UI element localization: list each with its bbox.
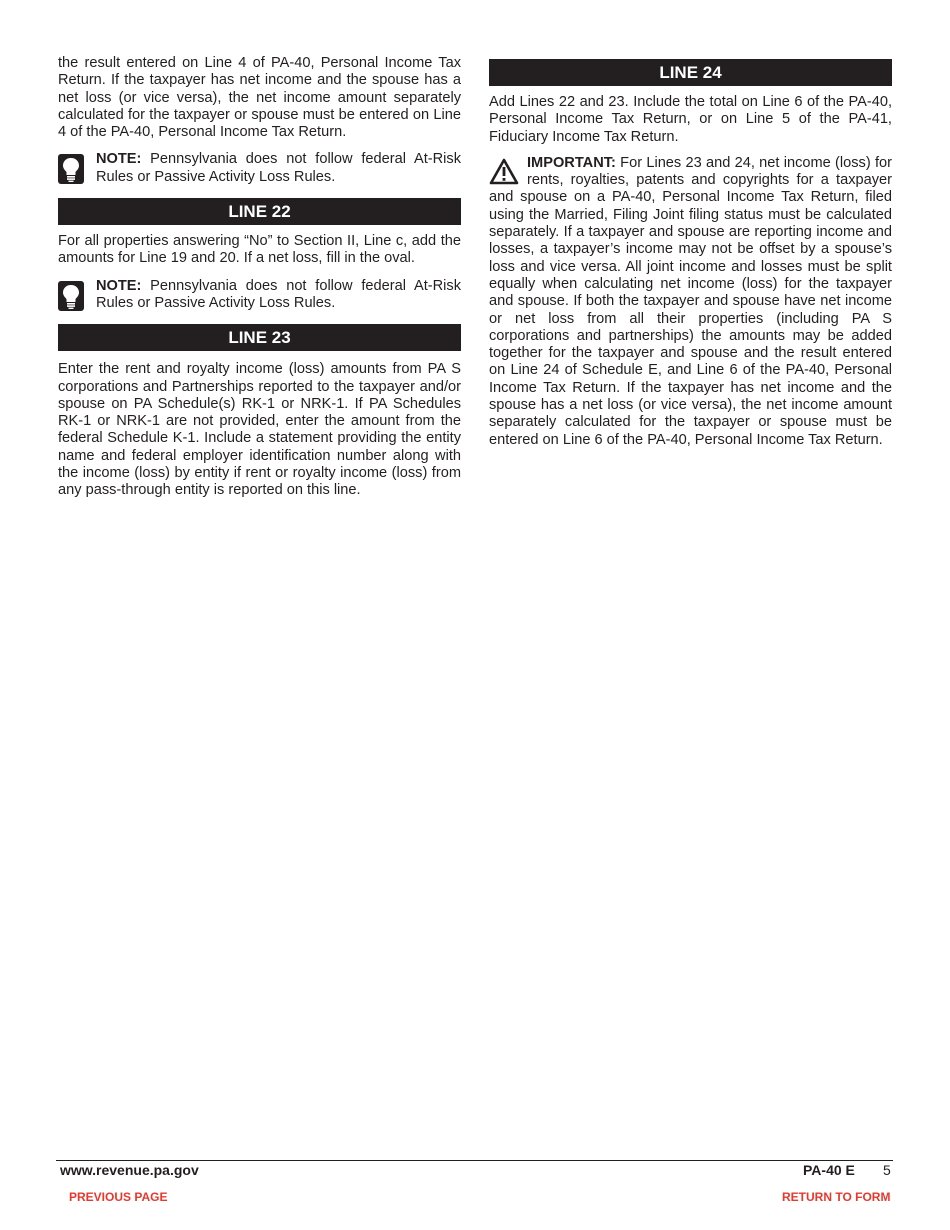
line-24-text: Add Lines 22 and 23. Include the total on Line 6 of the PA-40, Personal Income Tax Return, or on Line 5 of the PA-41, Fiduciary Income Tax Return. <box>489 94 892 145</box>
footer-page-number: 5 <box>883 1162 891 1178</box>
note-callout-2 <box>58 278 461 313</box>
line-23-heading: LINE 23 <box>58 324 461 351</box>
footer-divider <box>56 1160 893 1161</box>
left-column <box>58 0 461 500</box>
note-label-2: NOTE: <box>96 277 142 294</box>
lightbulb-icon <box>58 281 84 316</box>
note-callout-1 <box>58 151 461 186</box>
line-24-heading: LINE 24 <box>489 59 892 86</box>
note-label-1: NOTE: <box>96 151 142 168</box>
line-22-heading: LINE 22 <box>58 198 461 225</box>
line-22-text: For all properties answering “No” to Section II, Line c, add the amounts for Line 19 and 20. If a net loss, fill in the oval. <box>58 233 461 267</box>
warning-icon <box>489 158 519 190</box>
lightbulb-icon <box>58 154 84 189</box>
footer-form-name: PA-40 E <box>803 1162 855 1178</box>
note-text-2: NOTE: Pennsylvania does not follow federal At-Risk Rules or Passive Activity Loss Rules. <box>96 277 461 311</box>
important-text: IMPORTANT: For Lines 23 and 24, net income (loss) for rents, royalties, patents and copyrights for a taxpayer and spouse on a PA-40, Personal Income Tax Return, filed using the Married, Filing Joint filing status must be calculated separately. If a taxpayer and spouse are reporting income and losses, a taxpayer’s income may not be offset by a spouse’s loss and vice versa. All joint income and losses must be split equally when calculating net income (loss) for the taxpayer and spouse. If both the taxpayer and spouse have net income or net loss from all their properties (including PA S corporations and partnerships) the amounts may be added together for the taxpayer and spouse and the result entered on Line 24 of Schedule E, and Line 6 of the PA-40, Personal Income Tax Return. If the taxpayer has net income and the spouse has a net loss (or vice versa), the net income amount separately calculated for the taxpayer or spouse must be entered on Line 6 of the PA-40, Personal Income Tax Return. <box>489 154 892 448</box>
intro-paragraph: the result entered on Line 4 of PA-40, Personal Income Tax Return. If the taxpayer has net income and the spouse has a net loss (or vice versa), the net income amount separately calculated for the taxpayer or spouse must be entered on Line 4 of the PA-40, Personal Income Tax Return. <box>58 55 461 141</box>
previous-page-link[interactable]: PREVIOUS PAGE <box>69 1190 168 1204</box>
right-column <box>489 0 892 449</box>
note-text-1: NOTE: Pennsylvania does not follow federal At-Risk Rules or Passive Activity Loss Rules. <box>96 151 461 185</box>
footer-website: www.revenue.pa.gov <box>60 1162 199 1178</box>
line-23-text: Enter the rent and royalty income (loss) amounts from PA S corporations and Partnerships reported to the taxpayer and/or spouse on PA Schedule(s) RK-1 or NRK-1. If PA Schedules RK-1 or NRK-1 are not provided, enter the amount from the federal Schedule K-1. Include a statement providing the entity name and federal employer identification number along with the income (loss) by entity if rent or royalty income (loss) from any pass-through entity is reported on this line. <box>58 361 461 499</box>
return-to-form-link[interactable]: RETURN TO FORM <box>782 1190 891 1204</box>
important-callout <box>489 155 892 449</box>
important-label: IMPORTANT: <box>527 154 616 171</box>
